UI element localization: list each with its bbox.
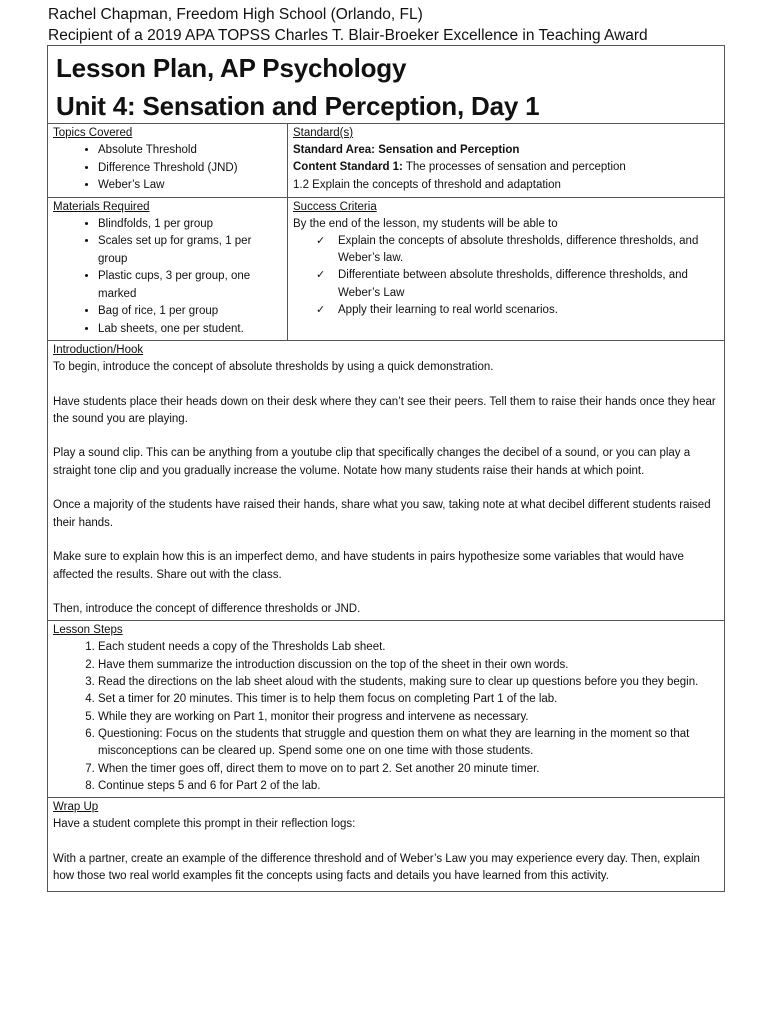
- list-item: 5. While they are working on Part 1, monitor their progress and intervene as necessary.: [98, 709, 718, 726]
- intro-paragraph: Once a majority of the students have raised their hands, share what you saw, taking note at what decibel different students raised their hands.: [53, 499, 711, 529]
- list-item: • Difference Threshold (JND): [98, 160, 283, 178]
- success-intro: By the end of the lesson, my students will be able to: [293, 217, 558, 230]
- wrapup-paragraph: Have a student complete this prompt in their reflection logs:: [53, 818, 356, 831]
- list-item: • Blindfolds, 1 per group: [98, 216, 283, 234]
- materials-success-row: [48, 198, 724, 342]
- list-item: • Bag of rice, 1 per group: [98, 303, 283, 321]
- standards-heading: Standard(s): [293, 127, 354, 139]
- list-item: 3. Read the directions on the lab sheet aloud with the students, making sure to clear up questions before you they begin.: [98, 674, 718, 691]
- checkmark-icon: ✓: [316, 269, 326, 282]
- intro-paragraph: Then, introduce the concept of difference thresholds or JND.: [53, 603, 361, 616]
- list-item: • Absolute Threshold: [98, 142, 283, 160]
- document-header: [48, 4, 748, 46]
- standards-cell: [288, 124, 724, 197]
- success-list: [293, 233, 720, 319]
- title-cell: [48, 46, 724, 124]
- list-item: 4. Set a timer for 20 minutes. This timer is to help them focus on completing Part 1 of the lab.: [98, 691, 718, 708]
- list-item: ✓ Explain the concepts of absolute thresholds, difference thresholds, and Weber’s law.: [316, 234, 699, 265]
- title-line-1: Lesson Plan, AP Psychology: [56, 53, 407, 83]
- list-item: • Weber’s Law: [98, 177, 283, 195]
- success-heading: Success Criteria: [293, 200, 377, 213]
- list-item: 2. Have them summarize the introduction discussion on the top of the sheet in their own words.: [98, 657, 718, 674]
- wrapup-heading: Wrap Up: [53, 801, 99, 814]
- lesson-plan-table: [47, 45, 725, 892]
- steps-cell: [48, 621, 724, 798]
- wrapup-cell: [48, 798, 724, 891]
- list-item: 6. Questioning: Focus on the students that struggle and question them on what they are learning in the moment so that misconceptions can be cleared up. Spend some one on one time with those students.: [98, 726, 718, 761]
- intro-paragraph: Play a sound clip. This can be anything from a youtube clip that specifically changes the decibel of a sound, or you can play a straight tone clip and you gradually increase the volume. Notate how many students raise their hands at which point.: [53, 447, 691, 477]
- intro-paragraph: Have students place their heads down on their desk where they can’t see their peers. Tell them to raise their hands once they hear the sound you are playing.: [53, 395, 716, 425]
- intro-cell: [48, 341, 724, 621]
- checkmark-icon: ✓: [316, 234, 326, 247]
- list-item: • Scales set up for grams, 1 per group: [98, 233, 283, 268]
- topics-heading: Topics Covered: [53, 127, 133, 139]
- intro-heading: Introduction/Hook: [53, 344, 144, 356]
- topics-list: [53, 142, 283, 195]
- standard-item: 1.2 Explain the concepts of threshold and adaptation: [293, 178, 561, 191]
- topics-cell: [48, 124, 288, 197]
- materials-list: [53, 216, 283, 339]
- materials-cell: [48, 198, 288, 341]
- list-item: 8. Continue steps 5 and 6 for Part 2 of the lab.: [98, 778, 718, 795]
- list-item: • Lab sheets, one per student.: [98, 321, 283, 339]
- list-item: 7. When the timer goes off, direct them to move on to part 2. Set another 20 minute timer.: [98, 761, 718, 778]
- checkmark-icon: ✓: [316, 303, 326, 316]
- topics-standards-row: [48, 124, 724, 198]
- list-item: • Plastic cups, 3 per group, one marked: [98, 268, 283, 303]
- title-line-2: Unit 4: Sensation and Perception, Day 1: [56, 91, 540, 121]
- author-line: Rachel Chapman, Freedom High School (Orlando, FL): [48, 6, 423, 23]
- content-standard-label: Content Standard 1:: [293, 161, 403, 174]
- content-standard-text: The processes of sensation and perception: [402, 161, 626, 174]
- intro-paragraph: Make sure to explain how this is an imperfect demo, and have students in pairs hypothesize some variables that would have affected the results. Share out with the class.: [53, 551, 684, 581]
- wrapup-paragraph: With a partner, create an example of the difference threshold and of Weber’s Law you may experience every day. Then, explain how those two real world examples fit the concepts using facts and details you have learned from this activity.: [53, 852, 700, 883]
- steps-list: [53, 639, 718, 795]
- list-item: ✓ Differentiate between absolute thresholds, difference thresholds, and Weber’s Law: [316, 269, 688, 299]
- steps-heading: Lesson Steps: [53, 624, 123, 637]
- list-item: 1. Each student needs a copy of the Thresholds Lab sheet.: [98, 639, 718, 656]
- success-cell: [288, 198, 724, 341]
- intro-paragraph: To begin, introduce the concept of absolute thresholds by using a quick demonstration.: [53, 361, 494, 373]
- list-item: ✓ Apply their learning to real world scenarios.: [338, 302, 720, 319]
- standard-area: Standard Area: Sensation and Perception: [293, 144, 520, 156]
- award-line: Recipient of a 2019 APA TOPSS Charles T. Blair-Broeker Excellence in Teaching Award: [48, 27, 648, 44]
- materials-heading: Materials Required: [53, 200, 150, 213]
